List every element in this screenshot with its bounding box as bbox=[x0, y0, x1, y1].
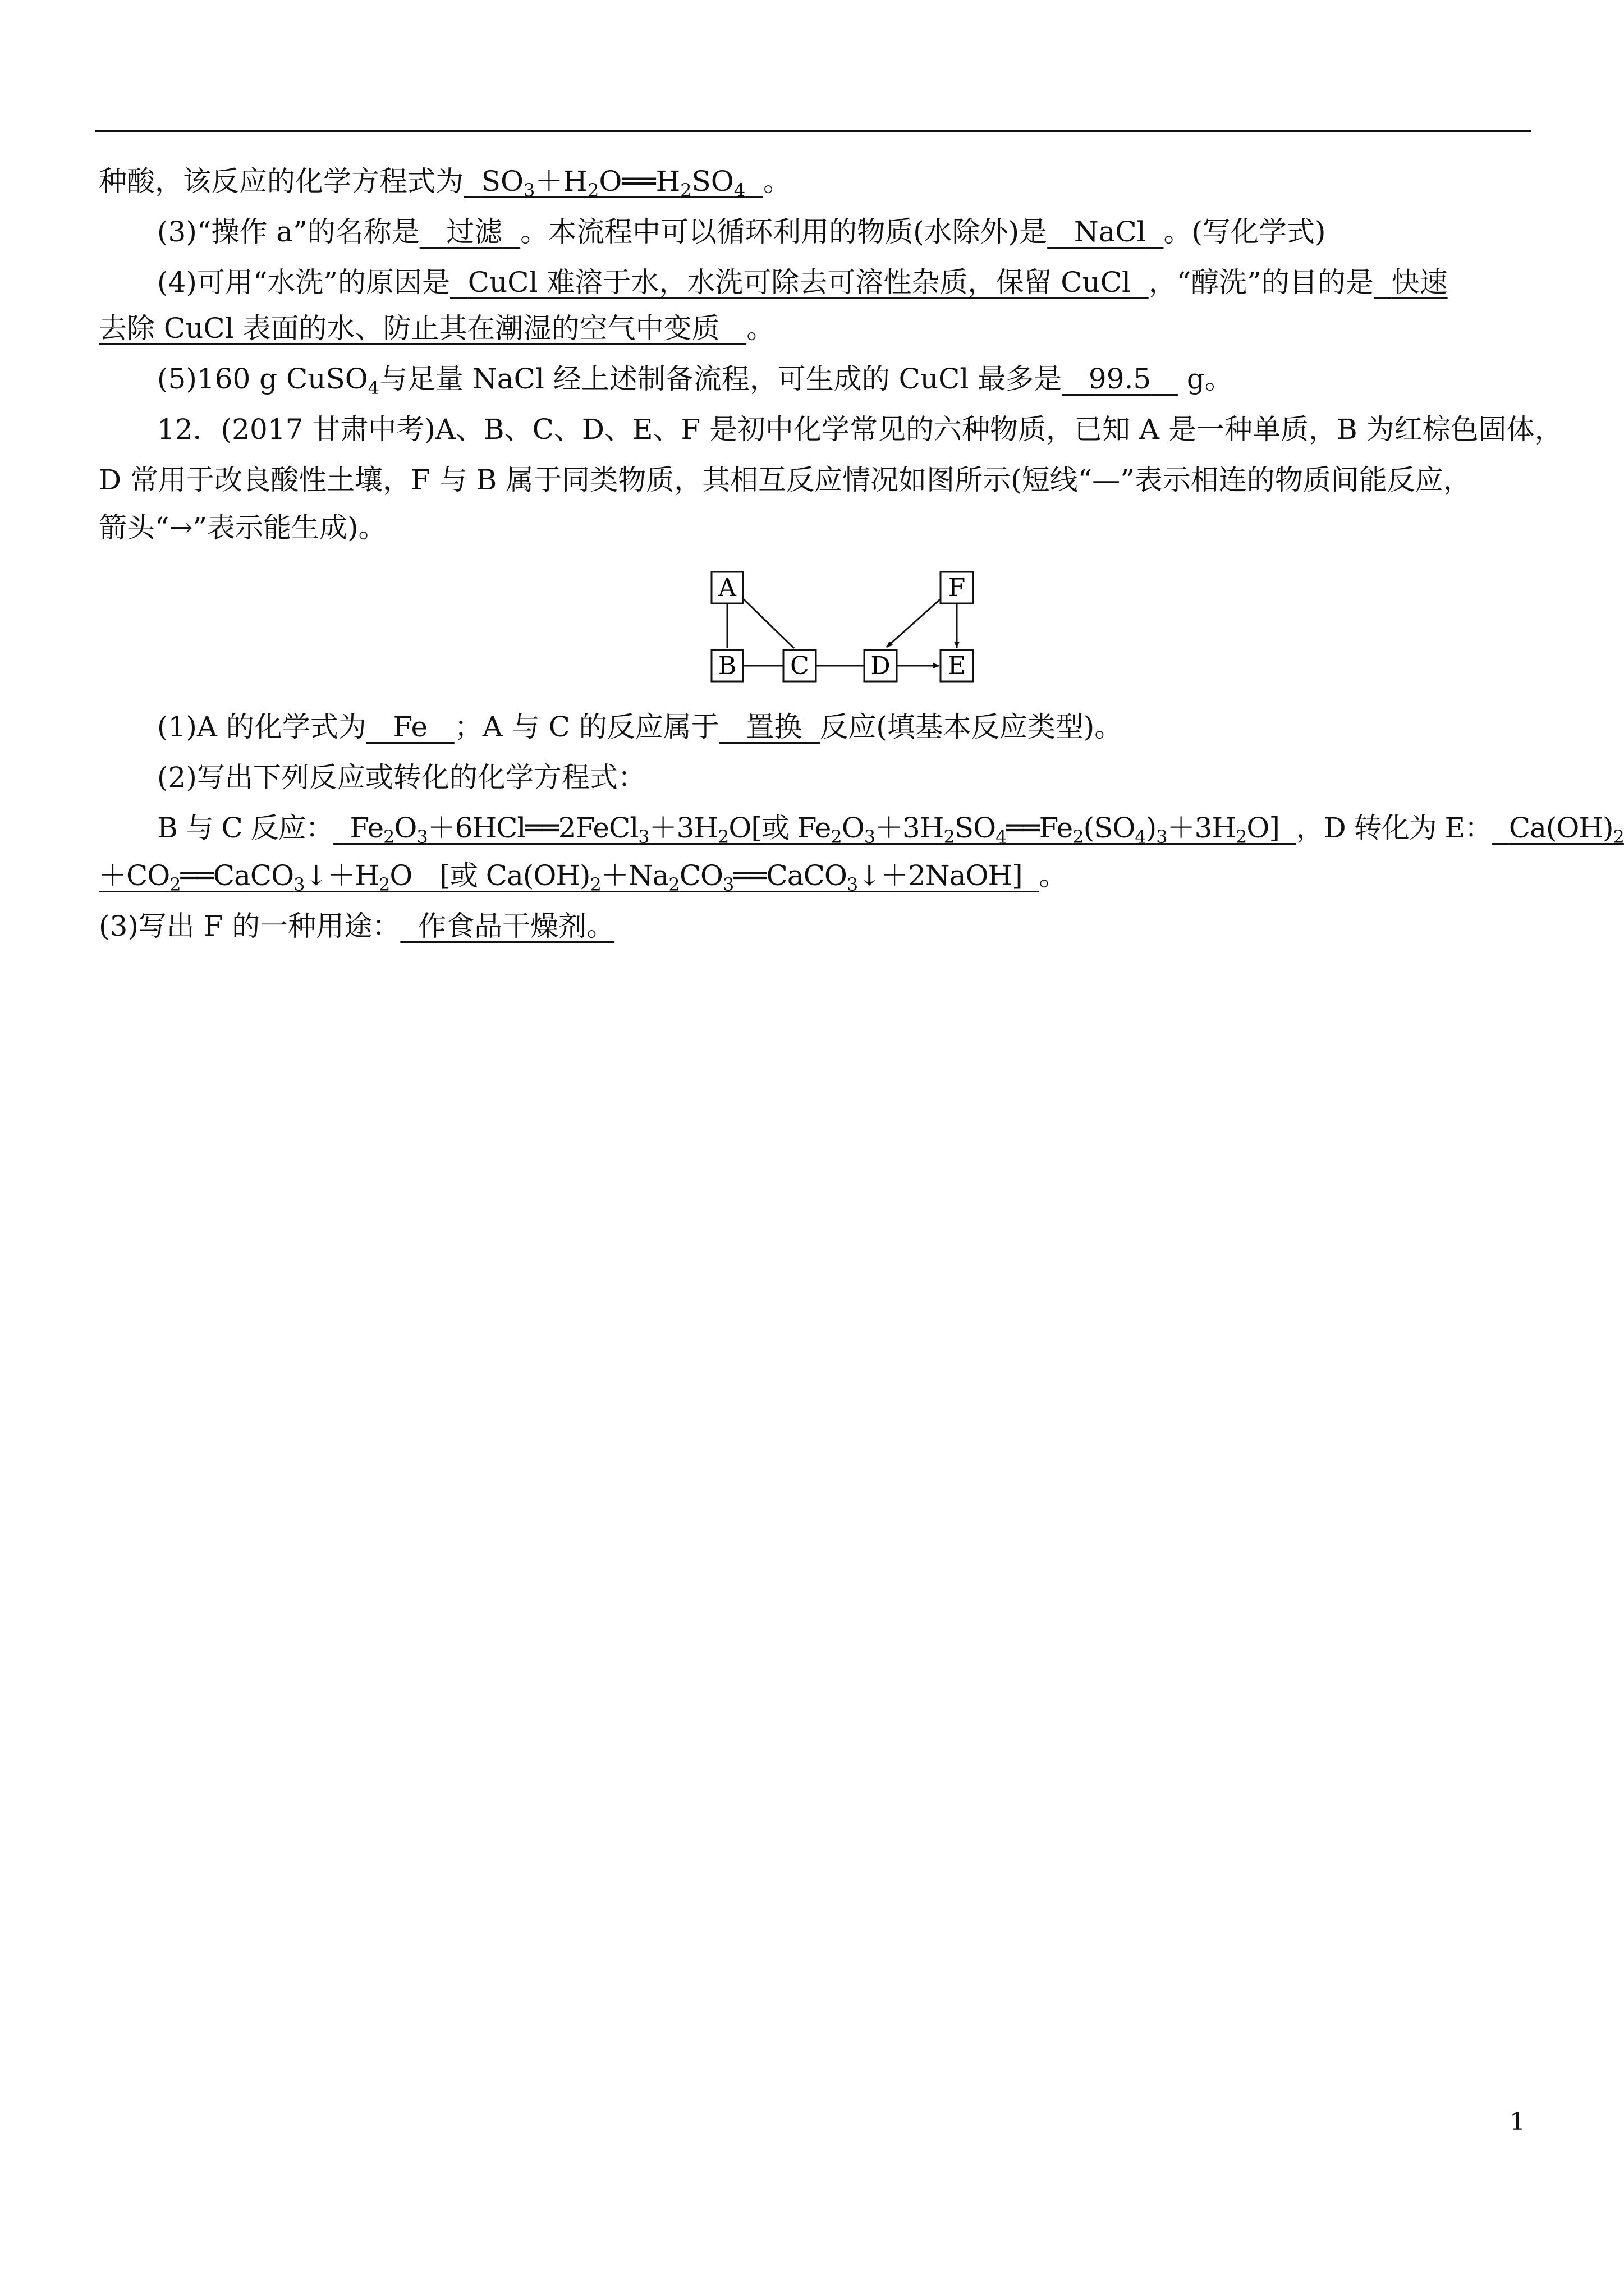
box-d bbox=[864, 650, 897, 681]
link-a-c bbox=[735, 591, 794, 648]
equation-blank-so3: $SO_3+H_2O══H_2SO_4$ bbox=[481, 165, 746, 201]
box-c bbox=[783, 650, 816, 681]
header-rule bbox=[95, 130, 1531, 132]
svg-text:F: F bbox=[948, 574, 966, 602]
svg-text:A: A bbox=[718, 574, 736, 602]
answer-blank: 过滤 bbox=[446, 216, 503, 248]
answer-blank: 去除 CuCl 表面的水、防止其在潮湿的空气中变质 bbox=[99, 312, 720, 345]
svg-text:C: C bbox=[790, 652, 809, 680]
question-12-2-equations: B 与 C 反应： $Fe_2O_3+6HCl══2FeCl_3+3H_2O$[或 $Fe_2O_3+3H_2SO_4══Fe_2(SO_4)_3+3H_2O$] ，D 转化为 E： $Ca(OH)_2$ bbox=[157, 812, 1624, 848]
question-4-cont: 去除 CuCl 表面的水、防止其在潮湿的空气中变质 。 bbox=[99, 312, 775, 345]
reaction-diagram bbox=[696, 570, 1010, 693]
answer-blank: 快速 bbox=[1391, 266, 1448, 299]
page-number: 1 bbox=[1510, 2108, 1525, 2136]
box-a bbox=[712, 572, 743, 603]
answer-blank: CuCl 难溶于水，水洗可除去可溶性杂质，保留 CuCl bbox=[467, 266, 1131, 299]
answer-blank: Fe bbox=[393, 711, 428, 743]
question-12-line-2: D 常用于改良酸性土壤，F 与 B 属于同类物质，其相互反应情况如图所示(短线“—”表示相连的物质间能反应， bbox=[99, 464, 1471, 496]
box-e bbox=[941, 650, 973, 681]
prompt-text: 种酸，该反应的化学方程式为 bbox=[99, 165, 464, 198]
equation-blank-b-c: $Fe_2O_3+6HCl══2FeCl_3+3H_2O$[或 $Fe_2O_3+3H_2SO_4══Fe_2(SO_4)_3+3H_2O$] bbox=[350, 812, 1279, 848]
question-5: (5)160 g CuSO$_4$与足量 NaCl 经上述制备流程，可生成的 CuCl 最多是 99.5 g。 bbox=[157, 363, 1233, 399]
answer-blank: 置换 bbox=[746, 711, 802, 743]
box-f bbox=[941, 572, 973, 603]
answer-line-1: 种酸，该反应的化学方程式为 $SO_3+H_2O══H_2SO_4$ 。 bbox=[99, 165, 791, 201]
svg-text:E: E bbox=[947, 652, 966, 680]
question-3: (3)“操作 a”的名称是 过滤 。本流程中可以循环利用的物质(水除外)是 NaCl 。(写化学式) bbox=[157, 216, 1326, 248]
question-12-line-3: 箭头“→”表示能生成)。 bbox=[99, 511, 387, 544]
question-12-line-1: 12．(2017 甘肃中考)A、B、C、D、E、F 是初中化学常见的六种物质，已知 A 是一种单质，B 为红棕色固体， bbox=[157, 413, 1563, 446]
question-12-2-equations-cont: $+CO_2══CaCO_3↓+H_2O$ [或 $Ca(OH)_2+Na_2CO_3══CaCO_3↓+2NaOH$] 。 bbox=[99, 859, 1067, 895]
svg-text:D: D bbox=[870, 652, 891, 680]
question-4: (4)可用“水洗”的原因是 CuCl 难溶于水，水洗可除去可溶性杂质，保留 CuCl ，“醇洗”的目的是 快速 bbox=[157, 266, 1448, 299]
question-12-3: (3)写出 F 的一种用途： 作食品干燥剂。 bbox=[99, 910, 615, 942]
question-12-2: (2)写出下列反应或转化的化学方程式： bbox=[157, 761, 646, 794]
question-12-1: (1)A 的化学式为 Fe ；A 与 C 的反应属于 置换 反应(填基本反应类型)。 bbox=[157, 711, 1123, 743]
answer-blank: 作食品干燥剂。 bbox=[418, 910, 615, 942]
svg-text:B: B bbox=[718, 652, 737, 680]
answer-blank: 99.5 bbox=[1088, 363, 1152, 395]
box-b bbox=[712, 650, 743, 681]
equation-blank-d-e-cont: $+CO_2══CaCO_3↓+H_2O$ [或 $Ca(OH)_2+Na_2CO_3══CaCO_3↓+2NaOH$] bbox=[99, 859, 1022, 895]
answer-blank: NaCl bbox=[1074, 216, 1146, 248]
equation-blank-d-e: $Ca(OH)_2$ bbox=[1508, 812, 1624, 848]
